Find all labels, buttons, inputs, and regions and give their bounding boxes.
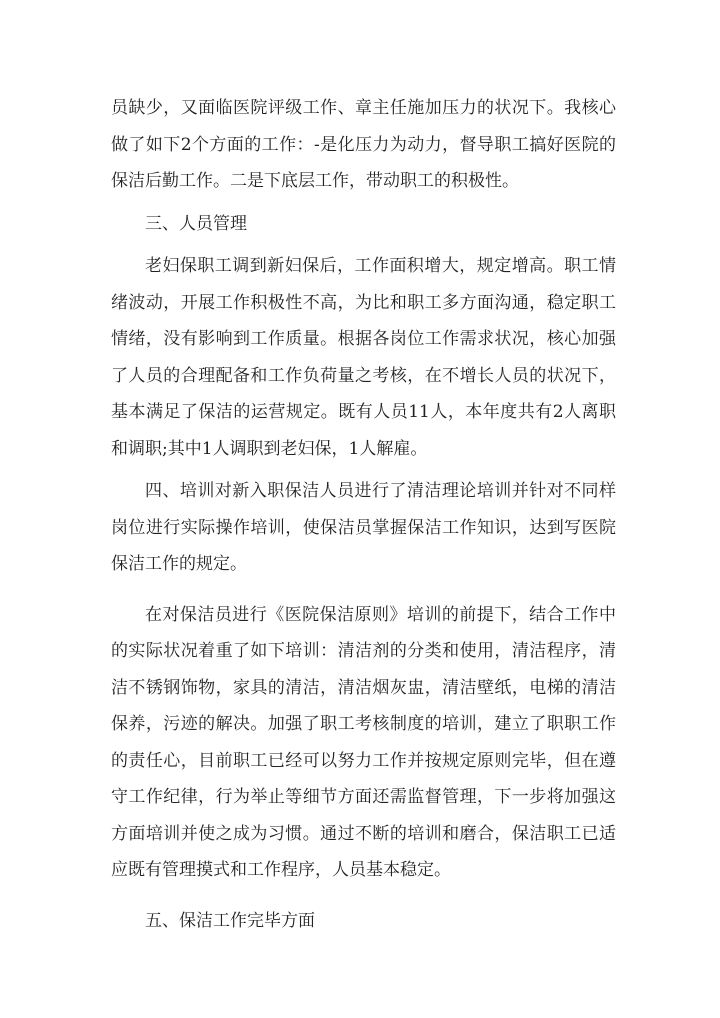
paragraph-training: 四、培训对新入职保洁人员进行了清洁理论培训并针对不同样岗位进行实际操作培训，使保洁员掌握保洁工作知识，达到写医院保洁工作的规定。 — [111, 481, 616, 574]
spacer — [111, 889, 616, 903]
section-heading-cleaning: 五、保洁工作完毕方面 — [145, 910, 315, 931]
document-body — [111, 90, 616, 939]
paragraph-intro: 员缺少，又面临医院评级工作、章主任施加压力的状况下。我核心做了如下2个方面的工作：-是化压力为动力，督导职工搞好医院的保洁后勤工作。二是下底层工作，带动职工的积极性。 — [111, 98, 616, 191]
section-heading-personnel: 三、人员管理 — [145, 213, 247, 234]
paragraph-training-detail: 在对保洁员进行《医院保洁原则》培训的前提下，结合工作中的实际状况着重了如下培训：清洁剂的分类和使用，清洁程序，清洁不锈钢饰物，家具的清洁，清洁烟灰盅，清洁壁纸，电梯的清洁保养，污迹的解决。加强了职工考核制度的培训，建立了职职工作的责任心，目前职工已经可以努力工作并按规定原则完毕，但在遵守工作纪律，行为举止等细节方面还需监督管理，下一步将加强这方面培训并使之成为习惯。通过不断的培训和磨合，保洁职工已适应既有管理摸式和工作程序，人员基本稳定。 — [111, 604, 616, 880]
paragraph-personnel: 老妇保职工调到新妇保后，工作面积增大，规定增高。职工情绪波动，开展工作积极性不高，为比和职工多方面沟通，稳定职工情绪，没有影响到工作质量。根据各岗位工作需求状况，核心加强了人员的合理配备和工作负荷量之考核，在不增长人员的状况下，基本满足了保洁的运营规定。既有人员11人，本年度共有2人离职和调职;其中1人调职到老妇保，1人解雇。 — [111, 256, 616, 459]
spacer — [111, 583, 616, 597]
